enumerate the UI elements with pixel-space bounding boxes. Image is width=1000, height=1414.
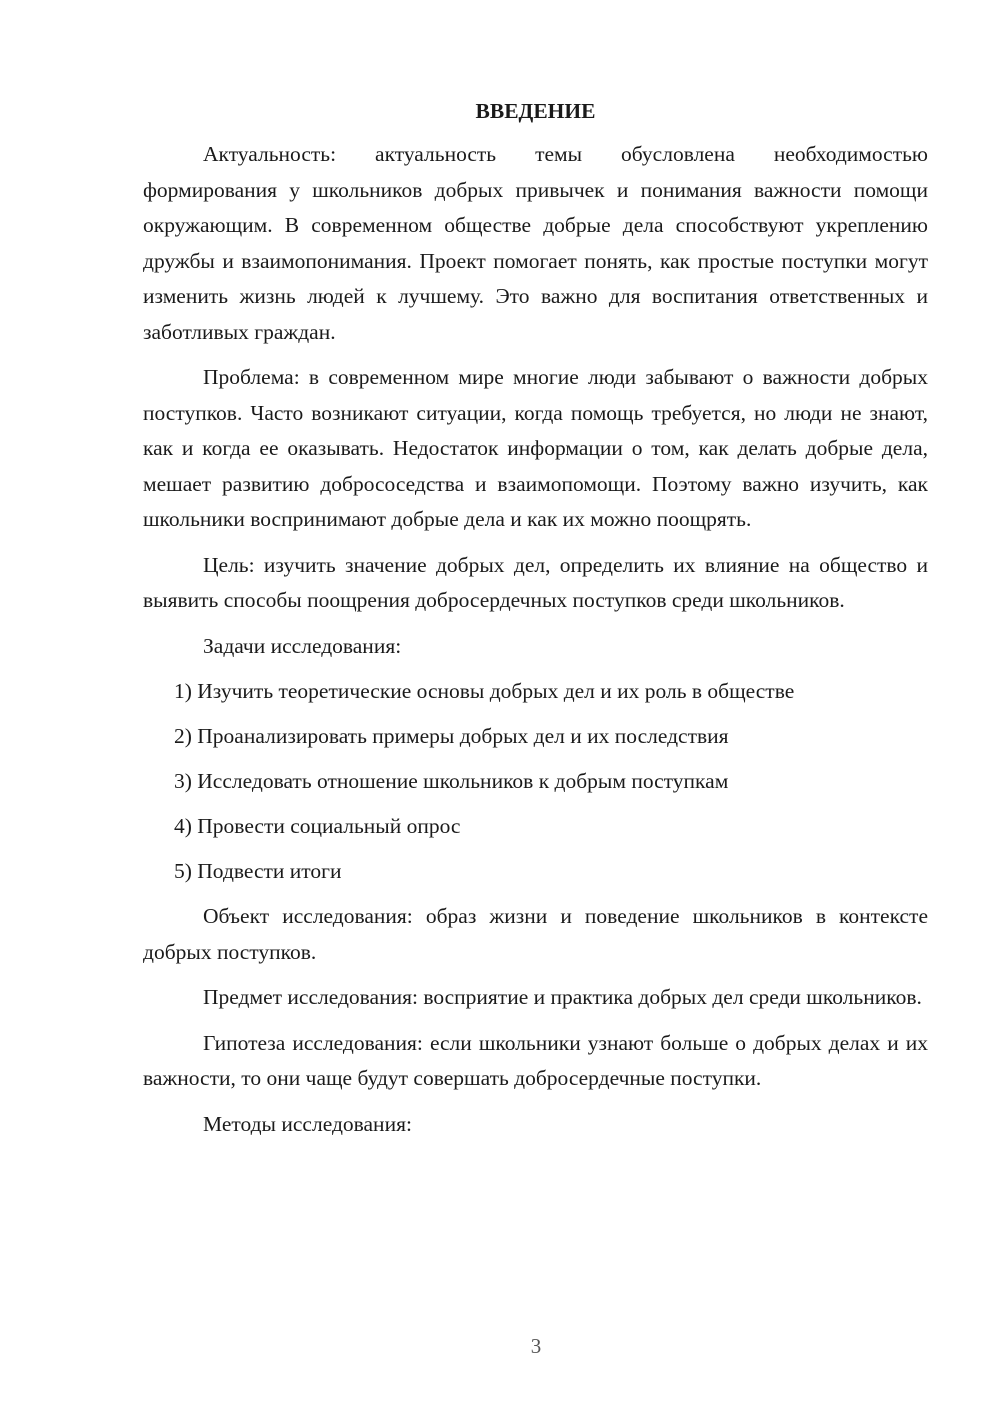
page-content xyxy=(143,96,928,1152)
list-item: 4) Провести социальный опрос xyxy=(174,814,461,838)
paragraph-tasks-heading: Задачи исследования: xyxy=(203,633,402,658)
list-item: 5) Подвести итоги xyxy=(174,859,342,883)
section-title: ВВЕДЕНИЕ xyxy=(475,99,596,123)
tasks-list xyxy=(143,674,928,890)
paragraph-goal: Цель: изучить значение добрых дел, определить их влияние на общество и выявить способы поощрения добросердечных поступков среди школьников. xyxy=(143,552,928,612)
paragraph-object: Объект исследования: образ жизни и поведение школьников в контексте добрых поступков. xyxy=(143,904,928,964)
list-item: 2) Проанализировать примеры добрых дел и их последствия xyxy=(174,724,729,748)
paragraph-subject: Предмет исследования: восприятие и практика добрых дел среди школьников. xyxy=(203,985,922,1009)
paragraph-problem: Проблема: в современном мире многие люди забывают о важности добрых поступков. Часто возникают ситуации, когда помощь требуется, но люди не знают, как и когда ее оказывать. Недостаток информации о том, как делать добрые дела, мешает развитию добрососедства и взаимопомощи. Поэтому важно изучить, как школьники воспринимают добрые дела и как их можно поощрять. xyxy=(143,365,928,531)
list-item: 3) Исследовать отношение школьников к добрым поступкам xyxy=(174,769,729,793)
paragraph-methods-heading: Методы исследования: xyxy=(203,1111,412,1136)
paragraph-hypothesis: Гипотеза исследования: если школьники узнают больше о добрых делах и их важности, то они чаще будут совершать добросердечные поступки. xyxy=(143,1030,928,1090)
page-number: 3 xyxy=(530,1334,542,1358)
list-item: 1) Изучить теоретические основы добрых дел и их роль в обществе xyxy=(174,679,795,703)
paragraph-relevance: Актуальность: актуальность темы обусловлена необходимостью формирования у школьников добрых привычек и понимания важности помощи окружающим. В современном обществе добрые дела способствуют укреплению дружбы и взаимопонимания. Проект помогает понять, как простые поступки могут изменить жизнь людей к лучшему. Это важно для воспитания ответственных и заботливых граждан. xyxy=(143,142,928,344)
